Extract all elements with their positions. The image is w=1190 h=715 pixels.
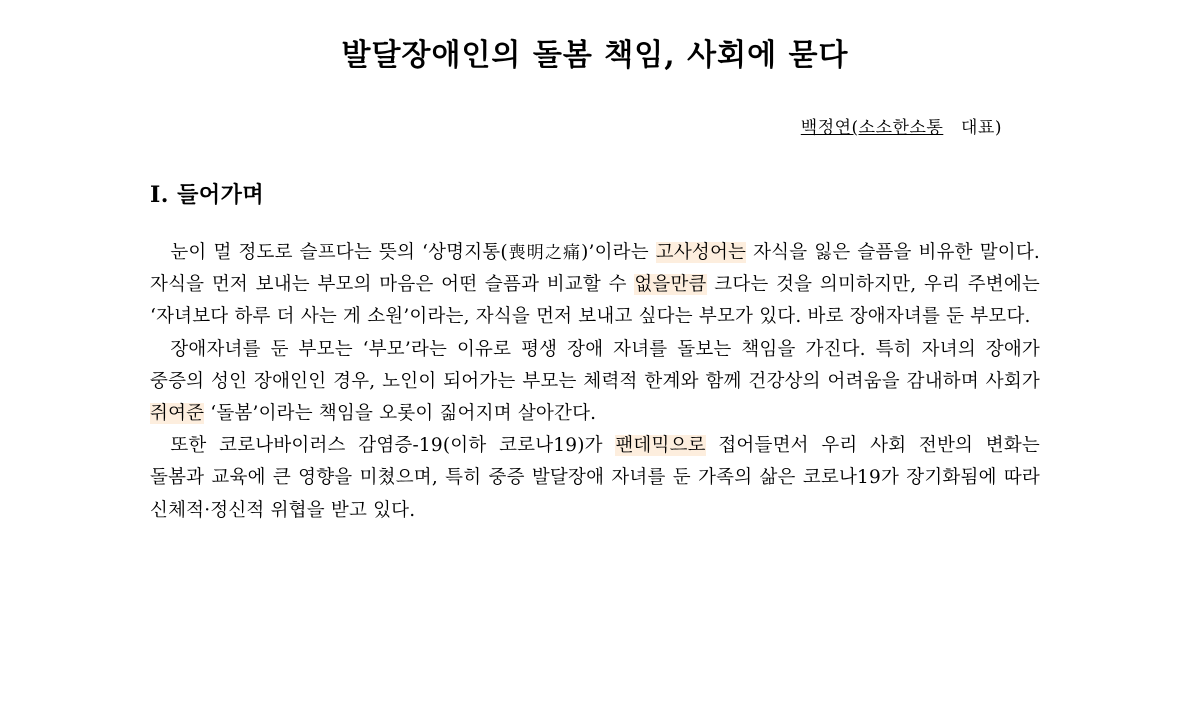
page-title: 발달장애인의 돌봄 책임, 사회에 묻다 xyxy=(341,38,849,73)
highlighted-text: 고사성어는 xyxy=(655,242,747,263)
byline-author-org: 백정연(소소한소통 xyxy=(800,118,944,138)
paragraph xyxy=(150,237,1040,334)
hanja-text: 喪明之痛 xyxy=(507,243,582,263)
byline xyxy=(150,113,1002,138)
text-run: 장애자녀를 둔 부모는 ‘부모’라는 이유로 평생 장애 자녀를 돌보는 책임을 가진다. 특히 자녀의 장애가 중증의 성인 장애인인 경우, 노인이 되어가는 부모는 체력적 한계와 함께 건강상의 어려움을 감내하며 사회가 xyxy=(150,338,1040,392)
highlighted-text: 없을만큼 xyxy=(634,274,707,296)
text-run: 자식을 잃은 슬픔을 비유한 말이다. 자식을 먼저 보내는 부모의 마음은 어떤 슬픔과 비교할 수 xyxy=(150,242,1041,296)
section-heading: Ⅰ. 들어가며 xyxy=(150,182,265,208)
highlighted-text: 쥐여준 xyxy=(150,402,205,424)
text-run: 크다는 것을 의미하지만, 우리 주변에는 ‘자녀보다 하루 더 사는 게 소원’이라는, 자식을 먼저 보내고 싶다는 부모가 있다. 바로 장애자녀를 둔 부모다. xyxy=(150,274,1040,328)
highlighted-text: 팬데믹으로 xyxy=(615,435,706,457)
text-run: )’이라는 xyxy=(581,242,656,263)
text-run: 또한 코로나바이러스 감염증-19(이하 코로나19)가 xyxy=(170,435,616,457)
paragraph xyxy=(150,430,1040,527)
text-run: 접어들면서 우리 사회 전반의 변화는 돌봄과 교육에 큰 영향을 미쳤으며, 특히 중증 발달장애 자녀를 둔 가족의 삶은 코로나19가 장기화됨에 따라 신체적·정신적 위협을 받고 있다. xyxy=(150,435,1040,521)
text-run: 눈이 멀 정도로 슬프다는 뜻의 ‘상명지통( xyxy=(170,242,508,263)
paragraph xyxy=(150,334,1040,431)
byline-role: 대표) xyxy=(961,118,1002,138)
text-run: ‘돌봄’이라는 책임을 오롯이 짊어지며 살아간다. xyxy=(204,402,597,424)
body-text xyxy=(150,237,1040,527)
